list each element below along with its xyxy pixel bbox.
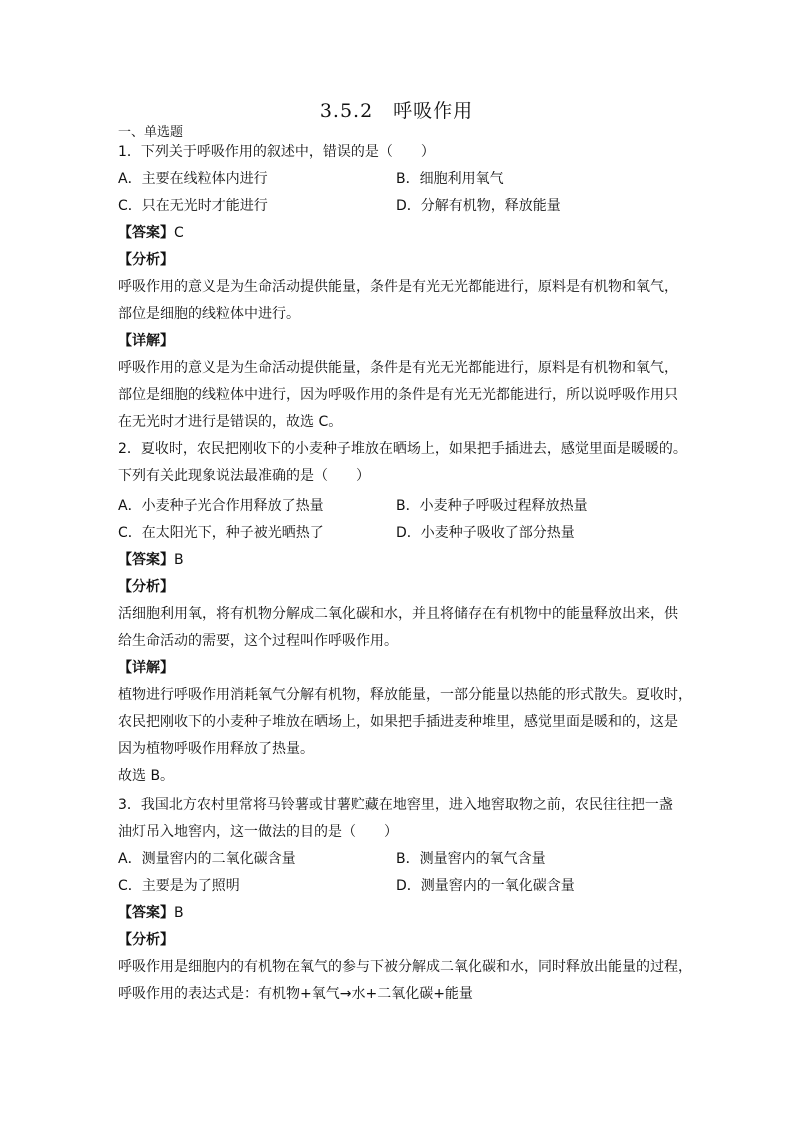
answer-value: C bbox=[174, 225, 184, 241]
question-2-stem: 下列有关此现象说法最准确的是（ ） bbox=[118, 468, 370, 484]
answer-value: B bbox=[174, 905, 184, 921]
question-3-option-a: A．测量窖内的二氧化碳含量 bbox=[118, 851, 296, 867]
question-2-option-d: D．小麦种子吸收了部分热量 bbox=[396, 525, 575, 541]
question-3-option-c: C．主要是为了照明 bbox=[118, 878, 240, 894]
question-2-option-b: B．小麦种子呼吸过程释放热量 bbox=[396, 498, 588, 514]
question-1-analysis-line: 部位是细胞的线粒体中进行。 bbox=[118, 306, 300, 322]
question-1-detail-line: 呼吸作用的意义是为生命活动提供能量，条件是有光无光都能进行，原料是有机物和氧气， bbox=[118, 360, 678, 376]
question-2-analysis-line: 给生命活动的需要，这个过程叫作呼吸作用。 bbox=[118, 633, 398, 649]
answer-label: 【答案】 bbox=[118, 905, 174, 921]
question-3-analysis-line: 呼吸作用是细胞内的有机物在氧气的参与下被分解成二氧化碳和水，同时释放出能量的过程， bbox=[118, 959, 692, 975]
question-3-answer bbox=[118, 903, 184, 923]
answer-value: B bbox=[174, 552, 184, 568]
question-2-detail-line: 故选 B。 bbox=[118, 768, 175, 784]
question-1-detail-line: 在无光时才进行是错误的，故选 C。 bbox=[118, 414, 343, 430]
question-2-analysis-label: 【分析】 bbox=[118, 579, 174, 595]
question-3-option-b: B．测量窖内的氧气含量 bbox=[396, 851, 546, 867]
question-2-answer bbox=[118, 550, 184, 570]
question-2-option-c: C．在太阳光下，种子被光晒热了 bbox=[118, 525, 324, 541]
question-2-stem: 2．夏收时，农民把刚收下的小麦种子堆放在晒场上，如果把手插进去，感觉里面是暖暖的。 bbox=[118, 441, 687, 457]
question-1-analysis-label: 【分析】 bbox=[118, 252, 174, 268]
answer-label: 【答案】 bbox=[118, 225, 174, 241]
question-1-option-b: B．细胞利用氧气 bbox=[396, 171, 504, 187]
question-1-option-d: D．分解有机物，释放能量 bbox=[396, 198, 561, 214]
question-3-analysis-label: 【分析】 bbox=[118, 932, 174, 948]
question-1-detail-line: 部位是细胞的线粒体中进行，因为呼吸作用的条件是有光无光都能进行，所以说呼吸作用只 bbox=[118, 387, 678, 403]
question-3-stem: 3．我国北方农村里常将马铃薯或甘薯贮藏在地窖里，进入地窖取物之前，农民往往把一盏 bbox=[118, 797, 673, 813]
question-2-detail-line: 植物进行呼吸作用消耗氧气分解有机物，释放能量，一部分能量以热能的形式散失。夏收时， bbox=[118, 687, 692, 703]
question-3-option-d: D．测量窖内的一氧化碳含量 bbox=[396, 878, 575, 894]
question-2-detail-line: 农民把刚收下的小麦种子堆放在晒场上，如果把手插进麦种堆里，感觉里面是暖和的，这是 bbox=[118, 714, 678, 730]
question-1-detail-label: 【详解】 bbox=[118, 333, 174, 349]
page-title: 3.5.2 呼吸作用 bbox=[319, 100, 474, 122]
question-2-detail-label: 【详解】 bbox=[118, 660, 174, 676]
question-1-analysis-line: 呼吸作用的意义是为生命活动提供能量，条件是有光无光都能进行，原料是有机物和氧气， bbox=[118, 279, 678, 295]
question-2-detail-line: 因为植物呼吸作用释放了热量。 bbox=[118, 741, 314, 757]
question-3-stem: 油灯吊入地窖内，这一做法的目的是（ ） bbox=[118, 824, 398, 840]
question-1-option-c: C．只在无光时才能进行 bbox=[118, 198, 268, 214]
section-heading: 一、单选题 bbox=[118, 125, 184, 140]
answer-label: 【答案】 bbox=[118, 552, 174, 568]
question-1-option-a: A．主要在线粒体内进行 bbox=[118, 171, 268, 187]
question-2-option-a: A．小麦种子光合作用释放了热量 bbox=[118, 498, 324, 514]
question-1-stem: 1．下列关于呼吸作用的叙述中，错误的是（ ） bbox=[118, 144, 435, 160]
question-2-analysis-line: 活细胞利用氧，将有机物分解成二氧化碳和水，并且将储存在有机物中的能量释放出来，供 bbox=[118, 606, 678, 622]
question-1-answer bbox=[118, 223, 184, 243]
question-3-analysis-line: 呼吸作用的表达式是：有机物+氧气→水+二氧化碳+能量 bbox=[118, 986, 473, 1002]
